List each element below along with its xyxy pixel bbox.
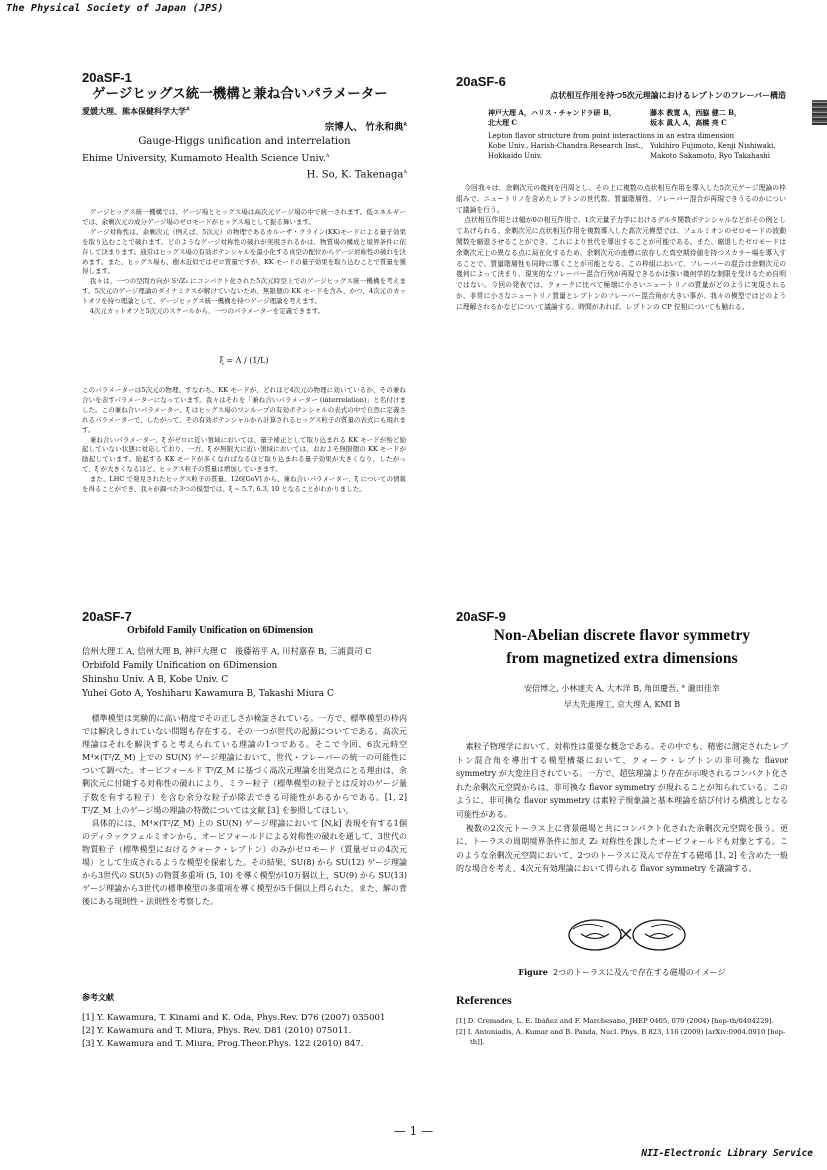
margin-scan-mark — [812, 100, 827, 125]
sf9-references — [456, 993, 788, 1048]
sf7-references — [82, 992, 412, 1051]
affiliation-ja: 早大先進理工, 京大理 A, KMI B — [563, 700, 681, 709]
equation-xi: ξ = Λ / (1/L) — [219, 356, 269, 365]
abstract-sf6-body: 今回我々は、余剰次元の幾何を円周とし、その上に複数の点状相互作用を導入した5次元ゲージ理論の枠組みで、ニュートリノを含めたレプトンの世代数、質量階層性、フレーバー混合が再現できうるのかについて議論を行う。 点状相互作用とは幅が0の相互作用で、1次元量子力学におけるデルタ関数ポテンシャルなどがその例としてあげられる。余剰次元に点状相互作用を複数導入した高次元模型では、フェルミオンのゼロモードの波動関数を縮退させることができ、これにより世代を導出することが可能である。また、縮退したゼロモードは余剰次元上の異なる点に局在化するため、余剰次元の座標に依存した真空期待値を持つスカラー場を導入することで、質量階層性も同時に導くことが可能となる。この枠組において、フレーバーの混合は余剰次元の幾何によって決まり、現実的なフレーバー混合行列が再現できるかは強い幾何学的な制限を受けるため自明ではない。今回の発表では、クォークに比べて極端に小さいニュートリノの質量がどのように実現されるか、非常に小さなニュートリノ質量とレプトンのフレーバー混合角が大きい事が、我々の模型ではどのように理解されるかなどについて議論する。時間があれば、レプトンの CP 位相についても触れる。 — [456, 184, 786, 311]
abstract-sf9 — [456, 609, 788, 711]
abstract-title-head: Orbifold Family Unification on 6Dimension — [127, 625, 314, 636]
references-title: 参考文献 — [82, 992, 114, 1002]
abstract-code: 20aSF-7 — [82, 609, 132, 624]
abstract-title-en: Gauge-Higgs unification and interrelation — [138, 136, 351, 147]
authors-en: H. So, K. Takenaga$^A$ — [306, 169, 407, 181]
abstract-title-line1: Non-Abelian discrete flavor symmetry — [493, 627, 751, 644]
authors-ja: 宗博人、 竹永和典$^A$ — [324, 121, 407, 133]
figure-caption: Figure 2つのトーラスに及んで存在する磁場のイメージ — [518, 967, 726, 977]
two-tori-figure — [565, 913, 689, 957]
abstract-code: 20aSF-6 — [456, 74, 506, 89]
abstract-title-ja: ゲージヒッグス統一機構と兼ね合いパラメーター — [92, 86, 388, 101]
abstract-sf1 — [82, 70, 407, 180]
abstract-sf1-body1: ゲージヒッグス統一機構では、ゲージ場とヒッグス場は高次元ゲージ場の中で統一されます。低エネルギーでは、余剰次元の成分ゲージ場のゼロモードがヒッグス場として振る舞います。 ゲージ対称性は、余剰次元（例えば、5次元）の物理であるカルーザ・クライン(KK)モードによる量子効果を取り込むことで破れます。どのようなゲージ対称性の破れが実現されるかは、物質場の構成と境界条件に依存して決まります。通常はヒッグス場の有効ポテンシャルを最小化する真空の配位からゲージ対称性の破れを決めます。また、ヒッグス場も、樹木近似ではゼロ質量ですが、KK モードの量子効果を取り込むことで質量を獲得します。 我々は、一つの空間方向が S¹/Z₂ にコンパクト化された5次元時空上でのゲージヒッグス統一機構を考えます。5次元のゲージ理論のダイナミクスが解けていないため、無限個の KK モードを含み、かつ、4次元のカットオフを持つ理論として、ゲージヒッグス統一機構を持つゲージ理論を考えます。 4次元カットオフと5次元のスケールから、一つのパラメーターを定義できます。 — [82, 208, 406, 316]
affiliation-ja: 神戸大理 A，ハリス・チャンドラ研 B， 北大理 C — [488, 108, 616, 127]
abstract-sf7-body: 標準模型は実験的に高い精度でその正しさが検証されている。一方で、標準模型の枠内では解決しきれていない問題も存在する。その一つが世代の起源についてである。高次元理論はそれを解決すると考えられている理論の1つである。そこで今回、6次元時空 M⁴×(T²/Z_M) 上での SU(N) ゲージ理論において、世代・フレーバーの統一の可能性について調べた。オービフォールド T²/Z_M に基づく高次元理論を出発点にとる理由は、余剰次元に付随する対称性の破れにより、ミラー粒子（標準模型の粒子とは反対のゲージ量子数を有する粒子）を含む余分な粒子が除去できる可能性があるからである。[1, 2] T²/Z_M 上のゲージ場の理論の特徴については文献 [3] を参照してほしい。 具体的には、M⁴×(T²/Z_M) 上の SU(N) ゲージ理論において [N,k] 表現を有する1個のディラックフェルミオンから、オービフォールドによる対称性の破れを通して、3世代の物質粒子（標準模型におけるクォーク・レプトン）のみがゼロモード（質量ゼロの4次元場）として生成されるような模型を探索した。その結果、SU(8) から SU(12) ゲージ理論から3世代の SU(5) の物質多重項 (5, 10) を導く模型が10万個以上、SU(9) から SU(13) ゲージ理論から3世代の標準模型の多重項を導く模型が5千個以上得られた。また、解の背後にある規則性・法則性を考察した。 — [82, 714, 407, 907]
reference-item: [1] D. Cremades, L. E. Ibáñez and F. Marchesano, JHEP 0405, 079 (2004) [hep-th/0404229]. — [456, 1017, 774, 1025]
reference-item: [3] Y. Kawamura and T. Miura, Prog.Theor.Phys. 122 (2010) 847. — [82, 1039, 364, 1049]
affiliation-ja: 愛媛大理、熊本保健科学大学$^A$ — [82, 106, 190, 116]
abstract-sf6 — [456, 74, 786, 101]
affiliation-en: Kobe Univ., Harish-Chandra Research Inst., Hokkaido Univ. — [488, 142, 644, 160]
reference-item: [2] Y. Kawamura and T. Miura, Phys. Rev. D81 (2010) 075011. — [82, 1026, 352, 1036]
authors-en: Yuhei Goto A, Yoshiharu Kawamura B, Takashi Miura C — [82, 689, 334, 699]
authors-ja: 安倍博之, 小林達夫 A, 大木洋 B, 角田慶吾, ° 瀧田佳幸 — [524, 684, 720, 693]
reference-item: [1] Y. Kawamura, T. Kinami and K. Oda, Phys.Rev. D76 (2007) 035001 — [82, 1013, 386, 1023]
authors-ja: 藤本 教寛 A，西脇 健二 B， 坂本 眞人 A，高橋 亮 C — [650, 108, 742, 127]
affiliation-en: Ehime University, Kumamoto Health Science Univ.$^A$ — [82, 153, 330, 165]
reference-item: [2] I. Antoniadis, A. Kumar and B. Panda, Nucl. Phys. B 823, 116 (2009) [arXiv:0904.0910 [hep-th]]. — [456, 1027, 786, 1046]
abstract-code: 20aSF-9 — [456, 609, 506, 624]
abstract-sf1-body2: このパラメーターは5次元の物理、すなわち、KK モードが、どれほど4次元の物理に効いているか、その兼ね合いを表すパラメーターになっています。我々はそれを「兼ね合いパラメーター (interrelation)」と名付けました。この兼ね合いパラメーター、ξ はヒッグス場のワンループの有効ポテンシャルの表式の中で自然に定義されるパラメーターで、したがって、その有効ポテンシャルから計算されるヒッグス粒子の質量の表式にも現れます。 兼ね合いパラメーター、ξ がゼロに近い領域においては、量子補正として取り込まれる KK モードが殆ど励起していない状態に対応しており、一方、ξ が無限大に近い領域においては、おおよそ無限個の KK モードが励起しています。励起する KK モードが多くなればなるほど取り込まれる量子効果が大きくなり、したがって、ξ が大きくなるほど、ヒッグス粒子の質量は増加していきます。 また、LHC で発見されたヒッグス粒子の質量、126[GeV] から、兼ね合いパラメーター、ξ についての情報を得ることができ、我々が調べた3つの模型では、ξ ~ 5.7, 6.3, 10 となることがわかりました。 — [82, 386, 406, 494]
library-footer: NII-Electronic Library Service — [641, 1148, 813, 1159]
abstract-title-en: Lepton flavor structure from point interactions in an extra dimension — [488, 132, 735, 140]
sf6-authors — [488, 108, 788, 161]
abstract-title-line2: from magnetized extra dimensions — [506, 650, 738, 667]
journal-header: The Physical Society of Japan (JPS) — [6, 3, 224, 14]
affiliation-en: Shinshu Univ. A B, Kobe Univ. C — [82, 675, 229, 685]
abstract-sf7 — [82, 609, 412, 702]
abstract-code: 20aSF-1 — [82, 70, 132, 85]
page-number: — 1 — — [393, 1124, 434, 1138]
references-title: References — [456, 993, 512, 1007]
abstract-title-en: Orbifold Family Unification on 6Dimension — [82, 661, 278, 671]
authors-en: Yukihiro Fujimoto, Kenji Nishiwaki, Makoto Sakamoto, Ryo Takahashi — [650, 142, 776, 160]
abstract-sf9-body: 素粒子物理学において、対称性は重要な概念である。その中でも、精密に測定されたレプトン混合角を導出する模型構築において、クォーク・レプトンの非可換な flavor symmetry が大変注目されている。一方で、超弦理論より存在が示唆されるコンパクト化された余剰次元空間からは、非可換な flavor symmetry が現れることが知られている。このように、非可換な flavor symmetry は素粒子現象論と基本理論を結び付ける橋渡しとなる可能性がある。 複数の2次元トーラス上に背景磁場と共にコンパクト化された余剰次元空間を扱う。更に、トーラスの周期境界条件に加え Z₂ 対称性を課したオービフォールドも対象とする。このような余剰次元空間において、2つのトーラスに及んで存在する磁場 [1, 2] を含めた一般的な場合を考え、4次元有効理論において得られる flavor symmetry を議論する。 — [456, 742, 788, 874]
affiliation-authors-ja: 信州大理工 A, 信州大理 B, 神戸大理 C 後藤裕平 A, 川村嘉春 B, 三浦貴司 C — [82, 646, 372, 656]
abstract-title-ja: 点状相互作用を持つ5次元理論におけるレプトンのフレーバー構造 — [550, 91, 786, 100]
